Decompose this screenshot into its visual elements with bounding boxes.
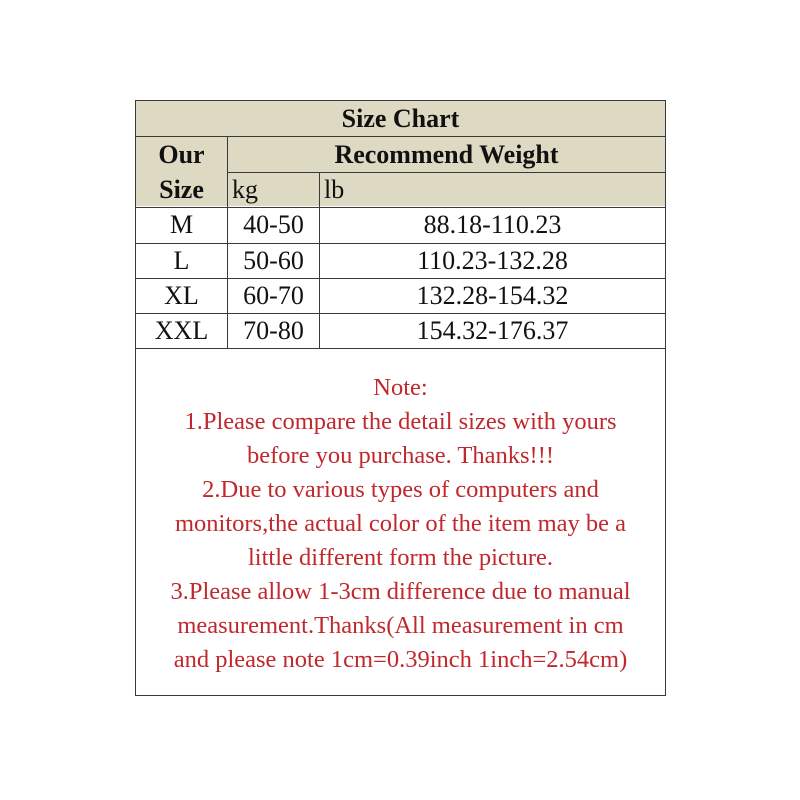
row-lb: 154.32-176.37	[416, 315, 569, 345]
note-line: 3.Please allow 1-3cm difference due to manual	[170, 578, 631, 605]
row-kg: 50-60	[243, 245, 304, 275]
row-lb: 88.18-110.23	[423, 210, 562, 239]
row-kg: 60-70	[243, 280, 304, 310]
grid-line	[228, 172, 665, 173]
size-header-line1: Our	[158, 139, 205, 169]
kg-unit-header: kg	[232, 174, 258, 204]
grid-line	[319, 172, 320, 348]
grid-line	[136, 313, 665, 314]
notes-section	[136, 349, 665, 695]
note-heading: Note:	[373, 374, 428, 401]
grid-line	[136, 278, 665, 279]
row-kg: 70-80	[243, 315, 304, 345]
grid-line	[227, 136, 228, 348]
lb-unit-header: lb	[324, 174, 345, 204]
row-size: XXL	[154, 315, 209, 345]
row-kg: 40-50	[243, 210, 304, 239]
grid-line	[136, 243, 665, 244]
note-line: measurement.Thanks(All measurement in cm	[177, 612, 624, 639]
note-line: monitors,the actual color of the item may be a	[174, 510, 627, 537]
row-size: XL	[164, 280, 199, 310]
row-size: L	[173, 245, 190, 275]
note-line: little different form the picture.	[247, 544, 553, 571]
grid-line	[136, 136, 665, 137]
chart-title: Size Chart	[341, 103, 460, 133]
size-chart-table	[135, 100, 666, 696]
size-header-line2: Size	[159, 174, 204, 204]
row-lb: 132.28-154.32	[416, 280, 569, 310]
note-line: before you purchase. Thanks!!!	[246, 442, 555, 469]
note-line: and please note 1cm=0.39inch 1inch=2.54cm)	[173, 646, 628, 673]
row-lb: 110.23-132.28	[417, 245, 568, 275]
weight-header: Recommend Weight	[334, 139, 559, 169]
row-size: M	[169, 210, 194, 239]
note-line: 1.Please compare the detail sizes with yours	[184, 408, 617, 435]
note-line: 2.Due to various types of computers and	[202, 476, 599, 503]
grid-line	[136, 207, 665, 208]
